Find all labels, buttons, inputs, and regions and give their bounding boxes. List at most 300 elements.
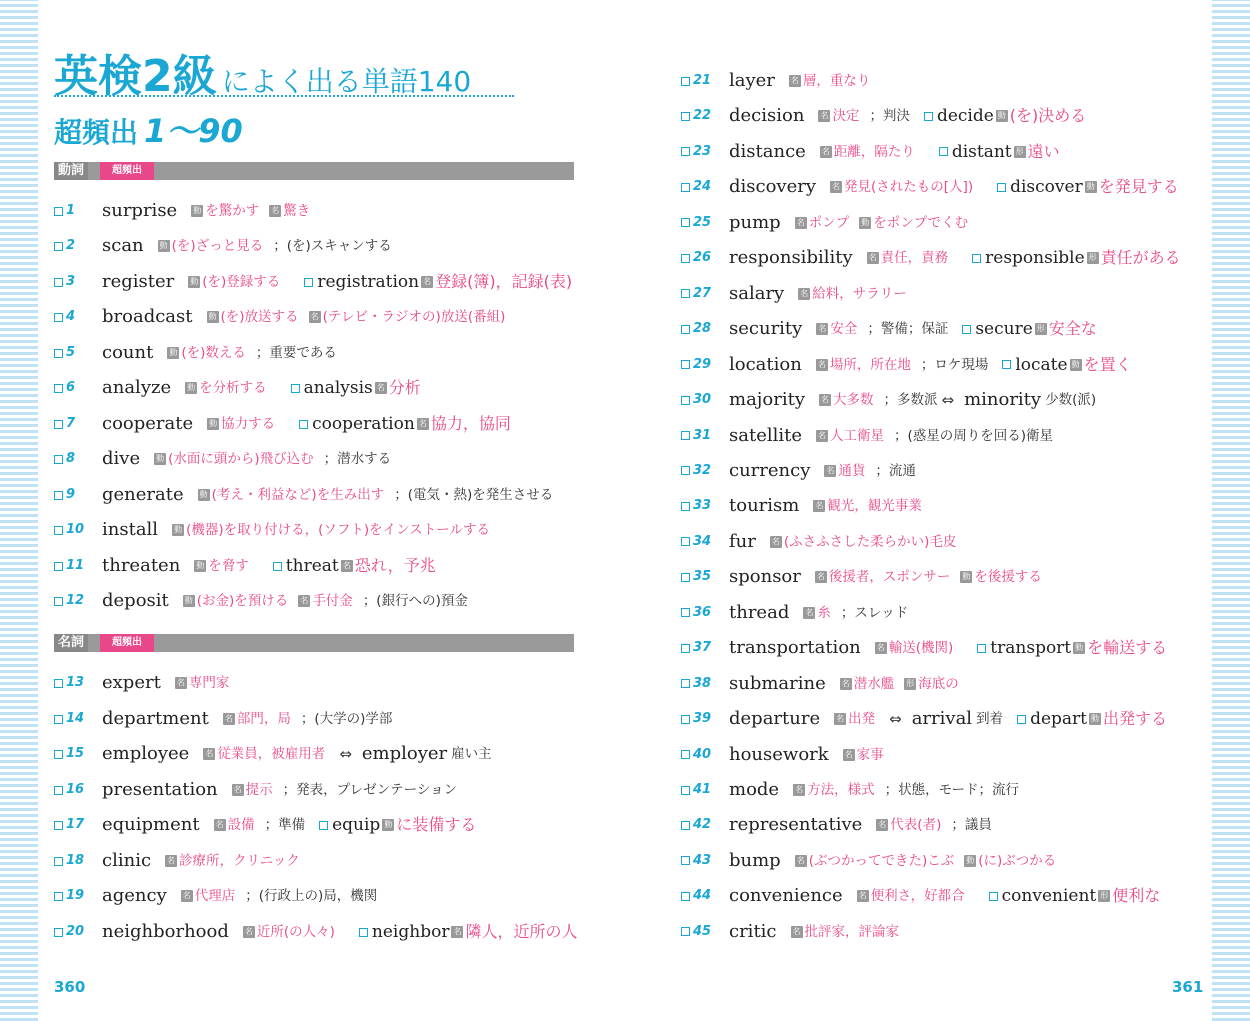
vocab-entry — [54, 707, 392, 731]
antonym-arrow-icon: ⇔ — [941, 391, 955, 410]
entry-number: 13 — [66, 675, 85, 690]
entry-definitions — [840, 672, 969, 696]
entry-definitions — [816, 317, 948, 341]
related-word-text: analysis — [303, 378, 373, 398]
entry-word: mode — [729, 779, 780, 800]
definition-text: ；判決 — [869, 108, 910, 125]
related-word-text: depart — [1030, 709, 1087, 730]
part-of-speech-tag: 名 — [215, 820, 224, 829]
part-of-speech-tag: 動 — [196, 561, 205, 570]
definition-text: 糸 — [817, 604, 831, 621]
related-word-checkbox[interactable] — [304, 278, 313, 287]
entry-definitions — [188, 270, 290, 294]
related-word-definition: を輸送する — [1087, 638, 1168, 658]
definition-text: ；流通 — [875, 462, 916, 479]
part-of-speech-tag: 動 — [159, 241, 168, 250]
related-word — [319, 813, 476, 837]
definition-text: 海底の — [918, 675, 959, 692]
entry-checkbox[interactable] — [681, 112, 690, 121]
entry-checkbox[interactable] — [681, 608, 690, 617]
entry-checkbox[interactable] — [54, 597, 63, 606]
entry-definitions — [158, 234, 392, 258]
entry-word: discovery — [729, 176, 817, 198]
entry-definitions — [154, 447, 391, 471]
related-word-checkbox[interactable] — [1017, 715, 1026, 724]
related-word — [291, 376, 421, 400]
entry-number: 33 — [693, 498, 712, 514]
entry-definitions — [183, 589, 468, 613]
entry-checkbox[interactable] — [54, 750, 63, 759]
definition-text: 安全 — [830, 321, 858, 338]
entry-definitions — [819, 388, 1096, 412]
entry-checkbox[interactable] — [681, 679, 690, 688]
part-of-speech-tag: 動 — [193, 206, 202, 215]
entry-word: scan — [102, 235, 144, 256]
entry-checkbox[interactable] — [681, 254, 690, 263]
definition-text: 層，重なり — [802, 73, 871, 89]
definition-text: 観光，観光事業 — [827, 498, 922, 515]
related-word-text: cooperation — [312, 414, 415, 434]
entry-checkbox[interactable] — [681, 77, 690, 86]
definition-text: ；潜水する — [323, 451, 392, 467]
entry-checkbox[interactable] — [54, 857, 63, 866]
related-word-checkbox[interactable] — [299, 420, 308, 429]
definition-text: (考え・利益など)を生み出す — [211, 487, 385, 503]
entry-number: 9 — [66, 487, 76, 502]
related-word — [924, 104, 1086, 128]
entry-number: 43 — [693, 852, 712, 868]
entry-definitions — [793, 778, 1019, 802]
related-word-checkbox[interactable] — [972, 254, 981, 263]
entry-number: 16 — [66, 782, 85, 797]
entry-word: responsibility — [729, 247, 853, 269]
definition-text: をポンプでくむ — [873, 214, 969, 231]
entry-definitions — [243, 920, 345, 944]
vocab-entry — [54, 341, 337, 365]
entry-word: threaten — [102, 555, 181, 576]
part-of-speech-tag: 名 — [800, 288, 809, 298]
vocab-entry — [681, 424, 1053, 448]
entry-definitions — [165, 849, 310, 873]
part-of-speech-tag: 名 — [796, 855, 805, 865]
entry-definitions — [824, 459, 916, 483]
related-word-checkbox[interactable] — [291, 384, 300, 393]
vocab-entry — [681, 246, 1181, 270]
entry-checkbox[interactable] — [681, 573, 690, 582]
entry-definitions — [795, 211, 978, 235]
vocab-entry — [54, 376, 421, 400]
definition-text: ；(を)スキャンする — [273, 238, 392, 254]
vocab-entry — [54, 813, 476, 837]
definition-text: を後援する — [974, 569, 1042, 586]
related-word — [962, 317, 1096, 341]
entry-word: submarine — [729, 672, 826, 694]
entry-checkbox[interactable] — [54, 491, 63, 500]
definition-text: ；ロケ現場 — [920, 356, 989, 373]
part-of-speech-tag: 名 — [815, 501, 824, 511]
entry-checkbox[interactable] — [54, 207, 63, 216]
entry-word: tourism — [729, 495, 800, 517]
entry-checkbox[interactable] — [681, 147, 690, 156]
entry-number: 26 — [693, 250, 712, 266]
related-word-text: transport — [990, 638, 1072, 659]
entry-number: 12 — [66, 593, 85, 608]
entry-checkbox[interactable] — [681, 537, 690, 546]
entry-number: 42 — [693, 817, 712, 833]
entry-checkbox[interactable] — [54, 242, 63, 251]
part-of-speech-tag: 動 — [209, 419, 218, 428]
antonym-definition: 少数(派) — [1045, 392, 1097, 409]
definition-text: 決定 — [832, 108, 860, 125]
part-of-speech-tag: 名 — [224, 714, 233, 723]
entry-number: 36 — [693, 604, 712, 620]
entry-number: 18 — [66, 853, 85, 868]
part-of-speech-tag: 名 — [836, 714, 845, 724]
entry-number: 14 — [66, 711, 85, 726]
definition-text: 出発 — [848, 711, 876, 728]
related-word — [1002, 353, 1131, 377]
related-word — [972, 246, 1181, 270]
entry-definitions — [191, 199, 320, 223]
part-of-speech-tag: 名 — [342, 561, 351, 570]
related-word-definition: 恐れ，予兆 — [354, 556, 436, 575]
entry-definitions — [803, 601, 908, 625]
vocab-entry — [681, 849, 1066, 873]
part-of-speech-tag: 名 — [818, 430, 827, 440]
entry-word: cooperate — [102, 413, 194, 434]
related-word-checkbox[interactable] — [997, 183, 1006, 192]
related-word — [997, 175, 1179, 199]
entry-checkbox[interactable] — [54, 384, 63, 393]
entry-definitions — [232, 778, 457, 802]
part-of-speech-tag: 名 — [418, 419, 427, 428]
vocab-entry — [54, 270, 572, 294]
entry-word: expert — [102, 672, 161, 693]
entry-number: 32 — [693, 462, 712, 478]
vocab-entry — [54, 778, 457, 802]
entry-number: 11 — [66, 558, 85, 573]
entry-number: 28 — [693, 321, 712, 337]
related-word-text: convenient — [1001, 886, 1097, 907]
part-of-speech-tag: 名 — [205, 749, 214, 758]
related-word-definition: 分析 — [388, 378, 421, 397]
part-of-speech-tag: 名 — [453, 927, 462, 936]
definition-text: 提示 — [245, 782, 273, 798]
definition-text: を脅す — [208, 558, 249, 574]
definition-text: 驚き — [283, 203, 311, 219]
entry-checkbox[interactable] — [54, 455, 63, 464]
vocab-entry — [681, 707, 1167, 731]
left-stripe-decoration — [0, 0, 38, 1021]
related-word-text: distant — [951, 141, 1012, 162]
definition-text: ；(電気・熱)を発生させる — [394, 487, 554, 503]
entry-word: deposit — [102, 590, 169, 611]
part-of-speech-tag: 動 — [208, 312, 217, 321]
vocab-entry — [681, 778, 1019, 802]
vocab-entry — [54, 412, 511, 436]
entry-definitions — [172, 518, 500, 542]
section-label: 名詞 — [54, 634, 88, 652]
entry-checkbox[interactable] — [54, 821, 63, 830]
entry-word: equipment — [102, 814, 200, 835]
part-of-speech-tag: 形 — [1100, 891, 1109, 901]
vocab-entry — [681, 494, 932, 518]
antonym-arrow-icon: ⇔ — [339, 745, 352, 763]
part-of-speech-tag: 動 — [997, 111, 1006, 121]
part-of-speech-tag: 名 — [826, 465, 835, 475]
section-header-verbs — [54, 162, 574, 180]
related-word — [977, 636, 1167, 660]
related-word-checkbox[interactable] — [273, 562, 282, 571]
related-word-definition: 登録(簿)，記録(表) — [435, 272, 573, 291]
definition-text: 距離，隔たり — [833, 143, 915, 160]
part-of-speech-tag: 名 — [233, 785, 242, 794]
related-word-definition: を置く — [1083, 354, 1132, 374]
entry-number: 44 — [693, 888, 712, 904]
vocab-entry — [681, 282, 917, 306]
vocab-entry — [54, 234, 392, 258]
entry-number: 8 — [66, 451, 76, 466]
antonym-definition: 雇い主 — [451, 746, 492, 762]
part-of-speech-tag: 名 — [818, 324, 827, 334]
vocab-entry — [681, 140, 1060, 164]
definition-text: 発見(されたもの[人]) — [844, 179, 974, 196]
entry-number: 24 — [693, 179, 712, 195]
entry-word: broadcast — [102, 306, 193, 327]
vocab-entry — [681, 636, 1167, 660]
definition-text: 家事 — [856, 746, 884, 763]
entry-number: 20 — [66, 924, 85, 939]
vocab-entry — [681, 175, 1179, 199]
entry-word: neighborhood — [102, 921, 229, 942]
definition-text: 手付金 — [312, 593, 353, 609]
related-word-definition: 便利な — [1112, 886, 1161, 906]
vocab-entry — [54, 742, 492, 766]
entry-checkbox[interactable] — [681, 644, 690, 653]
vocab-entry — [681, 317, 1097, 341]
entry-number: 38 — [693, 675, 712, 691]
vocab-entry — [54, 589, 468, 613]
vocab-entry — [54, 884, 377, 908]
entry-checkbox[interactable] — [681, 927, 690, 936]
entry-definitions — [818, 104, 910, 128]
related-word — [299, 412, 511, 436]
entry-number: 3 — [66, 274, 76, 289]
definition-text: (を)登録する — [202, 274, 281, 290]
related-word-definition: に装備する — [396, 815, 477, 834]
entry-number: 17 — [66, 817, 85, 832]
entry-checkbox[interactable] — [681, 183, 690, 192]
part-of-speech-tag: 名 — [423, 277, 432, 286]
definition-text: (を)ざっと見る — [171, 238, 264, 254]
entry-checkbox[interactable] — [54, 349, 63, 358]
entry-definitions — [867, 246, 959, 270]
entry-word: sponsor — [729, 566, 801, 588]
part-of-speech-tag: 動 — [169, 348, 178, 357]
part-of-speech-tag: 動 — [384, 820, 393, 829]
definition-text: (ぶつかってできた)こぶ — [808, 852, 955, 869]
entry-word: register — [102, 271, 175, 292]
related-word-text: registration — [317, 272, 420, 292]
related-word-checkbox[interactable] — [319, 821, 328, 830]
part-of-speech-tag: 名 — [795, 785, 804, 794]
entry-number: 25 — [693, 214, 712, 230]
entry-checkbox[interactable] — [681, 431, 690, 440]
antonym-word: minority — [964, 389, 1042, 411]
vocab-entry — [54, 518, 500, 542]
entry-checkbox[interactable] — [681, 715, 690, 724]
section-label: 動詞 — [54, 162, 88, 180]
page-number-right: 361 — [1172, 978, 1204, 996]
part-of-speech-tag: 名 — [820, 111, 829, 121]
part-of-speech-tag: 動 — [184, 596, 193, 605]
part-of-speech-tag: 名 — [244, 927, 253, 936]
related-word-checkbox[interactable] — [962, 325, 971, 334]
related-word — [1017, 707, 1167, 731]
definition-text: ；(銀行への)預金 — [362, 593, 468, 609]
entry-checkbox[interactable] — [681, 289, 690, 298]
definition-text: ；多数派 — [883, 392, 938, 409]
entry-word: departure — [729, 708, 821, 730]
definition-text: 診療所，クリニック — [179, 853, 300, 869]
definition-text: 従業員，被雇用者 — [217, 746, 326, 762]
entry-checkbox[interactable] — [681, 786, 690, 795]
entry-number: 21 — [693, 73, 712, 88]
vocab-entry — [681, 672, 969, 696]
entry-checkbox[interactable] — [681, 502, 690, 511]
entry-checkbox[interactable] — [681, 821, 690, 830]
definition-text: ；発表，プレゼンテーション — [282, 782, 458, 798]
entry-checkbox[interactable] — [54, 679, 63, 688]
definition-text: ；重要である — [255, 345, 337, 361]
entry-number: 19 — [66, 888, 85, 903]
related-word-checkbox[interactable] — [989, 892, 998, 901]
definition-text: (に)ぶつかる — [978, 852, 1057, 869]
entry-definitions — [816, 424, 1053, 448]
part-of-speech-tag: 名 — [310, 312, 319, 321]
entry-definitions — [207, 305, 516, 329]
part-of-speech-tag: 形 — [1015, 146, 1024, 156]
entry-checkbox[interactable] — [54, 278, 63, 287]
entry-word: housework — [729, 743, 829, 765]
entry-word: currency — [729, 459, 811, 481]
part-of-speech-tag: 名 — [876, 643, 885, 653]
definition-text: (水面に頭から)飛び込む — [168, 451, 314, 467]
entry-word: location — [729, 353, 802, 375]
definition-text: 人工衛星 — [830, 427, 885, 444]
entry-definitions — [770, 530, 967, 554]
related-word-checkbox[interactable] — [924, 112, 933, 121]
entry-checkbox[interactable] — [681, 856, 690, 865]
entry-definitions — [789, 69, 881, 93]
entry-definitions — [834, 707, 1003, 731]
related-word-definition: 責任がある — [1100, 248, 1181, 268]
definition-text: ；議員 — [951, 817, 992, 834]
part-of-speech-tag: 名 — [832, 182, 841, 192]
entry-word: presentation — [102, 779, 218, 800]
definition-text: 設備 — [227, 817, 255, 833]
entry-number: 31 — [693, 427, 712, 443]
entry-number: 27 — [693, 285, 712, 301]
entry-checkbox[interactable] — [681, 218, 690, 227]
title-main: 英検2級 — [54, 51, 217, 102]
vocab-entry — [681, 884, 1160, 908]
entry-checkbox[interactable] — [681, 396, 690, 405]
entry-checkbox[interactable] — [681, 892, 690, 901]
entry-checkbox[interactable] — [681, 360, 690, 369]
vocab-entry — [681, 104, 1086, 128]
part-of-speech-tag: 名 — [817, 359, 826, 369]
entry-checkbox[interactable] — [681, 325, 690, 334]
related-word-checkbox[interactable] — [977, 644, 986, 653]
entry-checkbox[interactable] — [54, 786, 63, 795]
vocab-entry — [681, 69, 880, 93]
entry-checkbox[interactable] — [681, 466, 690, 475]
related-word-checkbox[interactable] — [359, 928, 368, 937]
part-of-speech-tag: 名 — [805, 607, 814, 617]
entry-definitions — [857, 884, 975, 908]
entry-word: distance — [729, 140, 806, 162]
entry-word: decision — [729, 105, 805, 127]
part-of-speech-tag: 名 — [790, 76, 799, 85]
vocab-entry — [681, 920, 909, 944]
vocab-entry — [681, 530, 966, 554]
entry-number: 29 — [693, 356, 712, 372]
vocab-entry — [681, 353, 1132, 377]
entry-checkbox[interactable] — [54, 892, 63, 901]
entry-word: bump — [729, 849, 781, 871]
entry-checkbox[interactable] — [681, 750, 690, 759]
entry-word: department — [102, 708, 209, 729]
subtitle — [54, 106, 243, 152]
entry-checkbox[interactable] — [54, 313, 63, 322]
entry-definitions — [795, 849, 1067, 873]
entry-checkbox[interactable] — [54, 715, 63, 724]
definition-text: ；警備；保証 — [867, 321, 949, 338]
entry-definitions — [876, 813, 992, 837]
antonym-word: arrival — [911, 708, 973, 730]
definition-text: ；(惑星の周りを回る)衛星 — [894, 427, 1054, 444]
part-of-speech-tag: 名 — [300, 596, 309, 605]
part-of-speech-tag: 動 — [1075, 643, 1084, 653]
entry-definitions — [815, 565, 1052, 589]
entry-checkbox[interactable] — [54, 526, 63, 535]
vocab-entry — [681, 565, 1052, 589]
subtitle-label: 超頻出 — [54, 116, 139, 149]
entry-number: 45 — [693, 923, 712, 939]
related-word-text: locate — [1015, 354, 1068, 375]
part-of-speech-tag: 動 — [1086, 182, 1095, 192]
part-of-speech-tag: 動 — [966, 855, 975, 865]
part-of-speech-tag: 名 — [820, 395, 829, 405]
entry-checkbox[interactable] — [54, 562, 63, 571]
vocab-entry — [681, 813, 992, 837]
entry-number: 1 — [66, 203, 76, 218]
related-word-text: responsible — [985, 248, 1085, 269]
related-word-checkbox[interactable] — [939, 147, 948, 156]
related-word-definition: 協力，協同 — [430, 414, 511, 433]
entry-number: 39 — [693, 711, 712, 727]
definition-text: 部門，局 — [236, 711, 291, 727]
related-word-definition: を発見する — [1098, 177, 1179, 197]
entry-number: 4 — [66, 309, 76, 324]
definition-text: 代理店 — [194, 888, 236, 904]
related-word-checkbox[interactable] — [1002, 360, 1011, 369]
entry-word: satellite — [729, 424, 803, 446]
entry-checkbox[interactable] — [54, 928, 63, 937]
entry-checkbox[interactable] — [54, 420, 63, 429]
part-of-speech-tag: 形 — [906, 678, 915, 688]
